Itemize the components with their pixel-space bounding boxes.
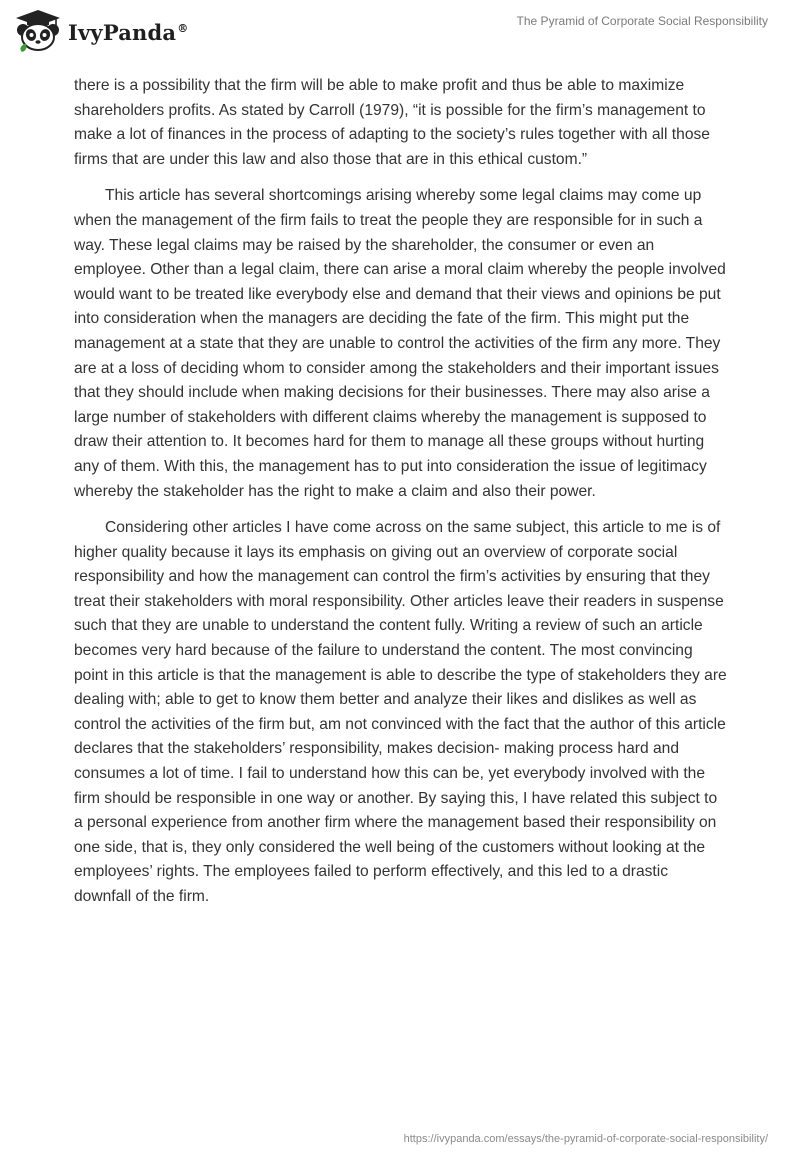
source-url[interactable]: https://ivypanda.com/essays/the-pyramid-of-corporate-social-responsibility/	[403, 1133, 768, 1145]
ivypanda-logo[interactable]	[14, 8, 188, 52]
paragraph-continuation: there is a possibility that the firm will be able to make profit and thus be able to maximize shareholders profits. As stated by Carroll (1979), “it is possible for the firm’s management to make a lot of finances in the process of adapting to the society’s rules together with all those firms that are under this law and also those that are in this ethical custom.”	[74, 77, 710, 168]
document-title: The Pyramid of Corporate Social Responsibility	[516, 14, 768, 28]
page-header	[0, 0, 800, 70]
paragraph-comparison: Considering other articles I have come across on the same subject, this article to me is of higher quality because it lays its emphasis on giving out an overview of corporate social responsibility and how the management can control the firm’s activities by ensuring that they treat their stakeholders with moral responsibility. Other articles leave their readers in suspense such that they are unable to understand the content fully. Writing a review of such an article becomes very hard because of the failure to understand the content. The most convincing point in this article is that the management is able to describe the type of stakeholders they are dealing with; able to get to know them better and analyze their likes and dislikes as well as control the activities of the firm but, am not convinced with the fact that the author of this article declares that the stakeholders’ responsibility, makes decision- making process hard and consumes a lot of time. I fail to understand how this can be, yet everybody involved with the firm should be responsible in one way or another. By saying this, I have related this subject to a personal experience from another firm where the management based their responsibility on one side, that is, they only considered the well being of the customers without looking at the employees’ rights. The employees failed to perform effectively, and this led to a drastic downfall of the firm.	[74, 519, 727, 905]
brand-name: IvyPanda®	[68, 19, 189, 45]
essay-body	[74, 74, 728, 922]
panda-graduate-icon	[14, 8, 62, 52]
paragraph-shortcomings: This article has several shortcomings arising whereby some legal claims may come up when the management of the firm fails to treat the people they are responsible for in such a way. These legal claims may be raised by the shareholder, the consumer or even an employee. Other than a legal claim, there can arise a moral claim whereby the people involved would want to be treated like everybody else and demand that their views and opinions be put into consideration when the managers are deciding the fate of the firm. This might put the management at a state that they are unable to control the activities of the firm any more. They are at a loss of deciding whom to consider among the stakeholders and their important issues that they should include when making decisions for their businesses. There may also arise a large number of stakeholders with different claims whereby the management is supposed to draw their attention to. It becomes hard for them to manage all these groups without hurting any of them. With this, the management has to put into consideration the issue of legitimacy whereby the stakeholder has the right to make a claim and also their power.	[74, 187, 726, 500]
